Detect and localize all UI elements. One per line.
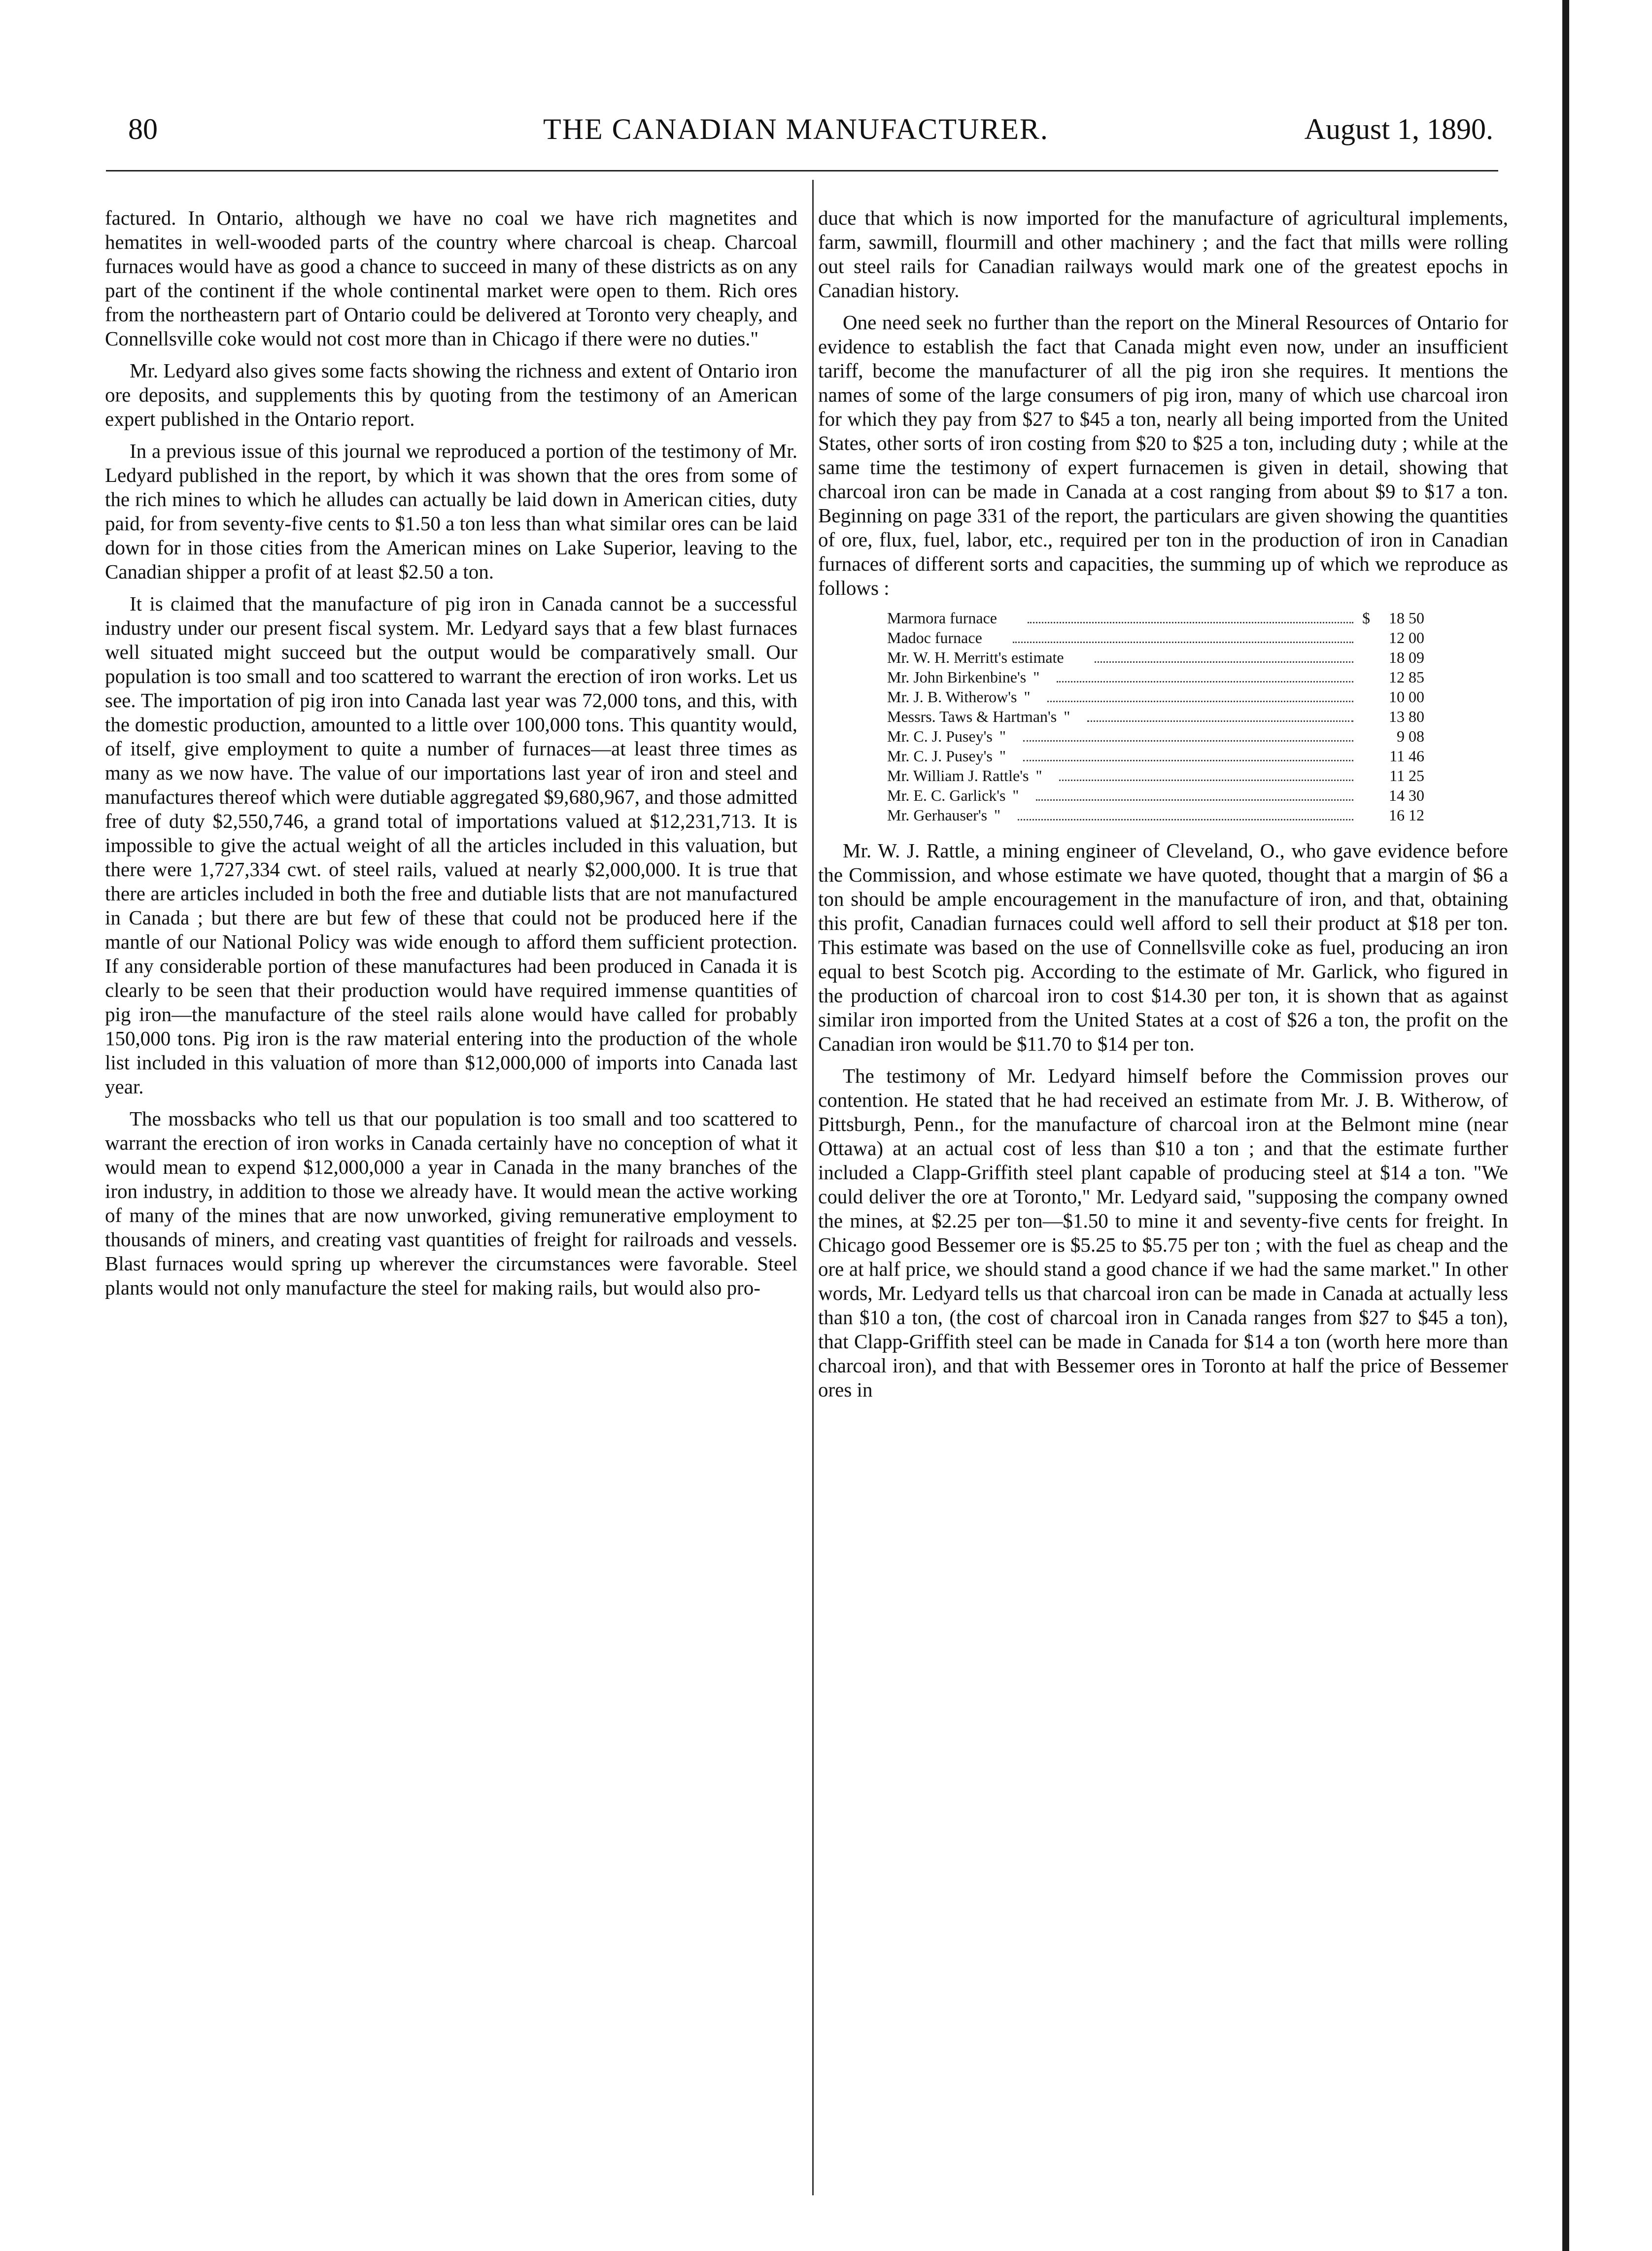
estimate-amount: 10 00	[1389, 688, 1424, 706]
estimate-name: Mr. C. J. Pusey's	[887, 747, 993, 765]
estimate-amount: 12 85	[1389, 668, 1424, 686]
estimate-name: Madoc furnace	[887, 629, 982, 647]
leader-dots	[1059, 768, 1353, 781]
ditto-mark: "	[999, 747, 1006, 765]
furnace-cost-estimates-table	[887, 608, 1424, 825]
estimate-name: Messrs. Taws & Hartman's	[887, 708, 1057, 725]
estimate-amount: 11 25	[1389, 767, 1424, 784]
estimate-amount: 12 00	[1389, 629, 1424, 647]
estimate-amount: 11 46	[1389, 747, 1424, 765]
estimate-amount: 16 12	[1389, 806, 1424, 824]
paragraph: The mossbacks who tell us that our population is too small and too scattered to warrant the erection of iron works in Canada certainly have no conception of what it would mean to expend $12,000,000 a year in Canada in the many branches of the iron industry, in addition to those we already have. It would mean the active working of many of the mines that are now unworked, giving remunerative employment to thousands of miners, and creating vast quantities of freight for railroads and vessels. Blast furnaces would spring up wherever the circumstances were favorable. Steel plants would not only manufacture the steel for making rails, but would also pro-	[105, 1107, 797, 1299]
paragraph: The testimony of Mr. Ledyard himself before the Commission proves our contention. He stated that he had received an estimate from Mr. J. B. Witherow, of Pittsburgh, Penn., for the manufacture of charcoal iron at the Belmont mine (near Ottawa) at an actual cost of less than $10 a ton ; and that the estimate further included a Clapp-Griffith steel plant capable of producing steel at $14 a ton. "We could deliver the ore at Toronto," Mr. Ledyard said, "supposing the company owned the mines, at $2.25 per ton—$1.50 to mine it and seventy-five cents for freight. In Chicago good Bessemer ore is $5.25 to $5.75 per ton ; with the fuel as cheap and the ore at half price, we should stand a good chance if we had the same market." In other words, Mr. Ledyard tells us that charcoal iron can be made in Canada at actually less than $10 a ton, (the cost of charcoal iron in Canada ranges from $27 to $45 a ton), that Clapp-Griffith steel can be made in Canada for $14 a ton (worth here more than charcoal iron), and that with Bessemer ores in Toronto at half the price of Bessemer ores in	[818, 1064, 1508, 1401]
table-row	[887, 707, 1424, 726]
ditto-mark: "	[1012, 786, 1019, 804]
ditto-mark: "	[1064, 708, 1070, 725]
estimate-name: Marmora furnace	[887, 609, 997, 627]
paragraph: It is claimed that the manufacture of pig iron in Canada cannot be a successful industry under our present fiscal system. Mr. Ledyard says that a few blast furnaces well situated might succeed but the output would be comparatively small. Our population is too small and too scattered to warrant the erection of iron works. Let us see. The importation of pig iron into Canada last year was 72,000 tons, and this, with the domestic production, amounted to a little over 100,000 tons. This quantity would, of itself, give employment to quite a number of furnaces—at least three times as many as we now have. The value of our importations last year of iron and steel and manufactures thereof which were dutiable aggregated $9,680,967, and those admitted free of duty $2,550,746, a grand total of importations valued at $12,231,713. It is impossible to give the actual weight of all the articles included in this valuation, but there were 1,727,334 cwt. of steel rails, valued at nearly $2,000,000. It is true that there are articles included in both the free and dutiable lists that are not manufactured in Canada ; but there are but few of these that could not be produced here if the mantle of our National Policy was wide enough to afford them sufficient protection. If any considerable portion of these manufactures had been produced in Canada it is clearly to be seen that their production would have required immense quantities of pig iron—the manufacture of the steel rails alone would have called for probably 150,000 tons. Pig iron is the raw material entering into the production of the whole list included in this valuation of more than $12,000,000 of imports into Canada last year.	[105, 592, 797, 1098]
ditto-mark: "	[1033, 668, 1040, 686]
ditto-mark: "	[1024, 688, 1031, 706]
leader-dots	[1023, 728, 1353, 742]
estimate-name: Mr. William J. Rattle's	[887, 767, 1029, 784]
paragraph: One need seek no further than the report on the Mineral Resources of Ontario for evidence to establish the fact that Canada might even now, under an insufficient tariff, become the manufacturer of all the pig iron she requires. It mentions the names of some of the large consumers of pig iron, many of which use charcoal iron for which they pay from $27 to $45 a ton, nearly all being imported from the United States, other sorts of iron costing from $20 to $25 a ton, including duty ; while at the same time the testimony of expert furnacemen is given in detail, showing that charcoal iron can be made in Canada at a cost ranging from about $9 to $17 a ton. Beginning on page 331 of the report, the particulars are given showing the quantities of ore, flux, fuel, labor, etc., required per ton in the production of iron in Canadian furnaces of different sorts and capacities, the summing up of which we reproduce as follows :	[818, 311, 1508, 599]
column-divider	[812, 180, 814, 2195]
dollar-sign: $	[1362, 609, 1370, 627]
header-rule	[106, 170, 1498, 171]
estimate-name: Mr. W. H. Merritt's estimate	[887, 648, 1064, 666]
publication-title: THE CANADIAN MANUFACTURER.	[543, 113, 1049, 145]
leader-dots	[1028, 610, 1353, 623]
leader-dots	[1095, 649, 1353, 663]
estimate-amount: 13 80	[1389, 708, 1424, 725]
leader-dots	[1057, 669, 1353, 682]
right-column	[818, 206, 1508, 2217]
table-row	[887, 805, 1424, 825]
table-row	[887, 687, 1424, 707]
estimate-name: Mr. C. J. Pusey's	[887, 727, 993, 745]
paragraph: factured. In Ontario, although we have no coal we have rich magnetites and hematites in well-wooded parts of the country where charcoal is cheap. Charcoal furnaces would have as good a chance to succeed in many of these districts as on any part of the continent if the whole continental market were open to them. Rich ores from the northeastern part of Ontario could be delivered at Toronto very cheaply, and Connellsville coke would not cost more than in Chicago if there were no duties."	[105, 206, 797, 350]
leader-dots	[1047, 689, 1353, 702]
leader-dots	[1018, 807, 1353, 820]
estimate-amount: 9 08	[1397, 727, 1424, 745]
page-number: 80	[128, 113, 158, 145]
paragraph: Mr. W. J. Rattle, a mining engineer of Cleveland, O., who gave evidence before the Commission, and whose estimate we have quoted, thought that a margin of $6 a ton should be ample encouragement in the manufacture of iron, and that, obtaining this profit, Canadian furnaces could well afford to sell their product at $18 per ton. This estimate was based on the use of Connellsville coke as fuel, producing an iron equal to best Scotch pig. According to the estimate of Mr. Garlick, who figured in the production of charcoal iron to cost $14.30 per ton, it is shown that as against similar iron imported from the United States at a cost of $26 a ton, the profit on the Canadian iron would be $11.70 to $14 per ton.	[818, 839, 1508, 1055]
estimate-amount: 18 50	[1389, 609, 1424, 627]
ditto-mark: "	[1035, 767, 1042, 784]
estimate-amount: 18 09	[1389, 648, 1424, 666]
estimate-name: Mr. John Birkenbine's	[887, 668, 1027, 686]
paragraph: In a previous issue of this journal we reproduced a portion of the testimony of Mr. Ledyard published in the report, by which it was shown that the ores from some of the rich mines to which he alludes can actually be laid down in American cities, duty paid, for from seventy-five cents to $1.50 a ton less than what similar ores can be laid down for in those cities from the American mines on Lake Superior, leaving to the Canadian shipper a profit of at least $2.50 a ton.	[105, 440, 797, 583]
issue-date: August 1, 1890.	[1304, 113, 1493, 145]
leader-dots	[1087, 709, 1353, 722]
table-row	[887, 628, 1424, 648]
leader-dots	[1013, 630, 1353, 643]
table-row	[887, 746, 1424, 766]
paragraph: Mr. Ledyard also gives some facts showing the richness and extent of Ontario iron ore deposits, and supplements this by quoting from the testimony of an American expert published in the Ontario report.	[105, 359, 797, 430]
left-column	[105, 206, 797, 2217]
leader-dots	[1023, 748, 1353, 761]
table-row	[887, 648, 1424, 667]
table-row	[887, 667, 1424, 687]
leader-dots	[1036, 787, 1353, 801]
estimate-name: Mr. E. C. Garlick's	[887, 786, 1006, 804]
table-row	[887, 766, 1424, 785]
ditto-mark: "	[999, 727, 1006, 745]
table-row	[887, 785, 1424, 805]
table-row	[887, 726, 1424, 746]
estimate-amount: 14 30	[1389, 786, 1424, 804]
page-header	[99, 112, 1493, 157]
paragraph: duce that which is now imported for the manufacture of agricultural implements, farm, sawmill, flourmill and other machinery ; and the fact that mills were rolling out steel rails for Canadian railways would mark one of the greatest epochs in Canadian history.	[818, 206, 1508, 302]
estimate-name: Mr. Gerhauser's	[887, 806, 988, 824]
page-edge-shadow	[1562, 0, 1569, 2251]
estimate-name: Mr. J. B. Witherow's	[887, 688, 1017, 706]
table-row	[887, 608, 1424, 628]
ditto-mark: "	[994, 806, 1001, 824]
